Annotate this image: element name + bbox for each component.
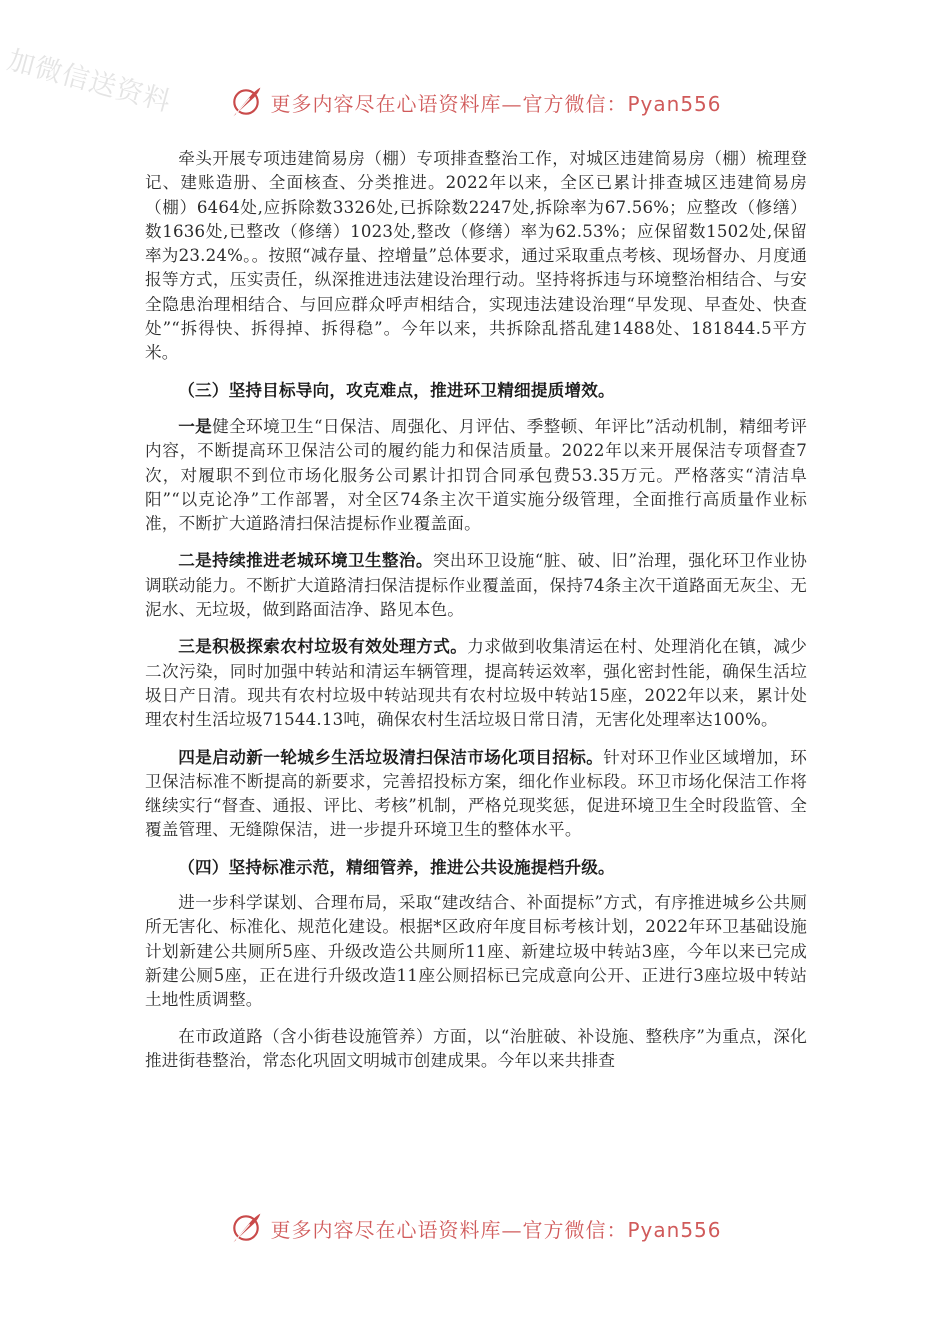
wechat-id: Pyan556 [627, 91, 722, 116]
paragraph-text: 在市政道路（含小街巷设施管养）方面，以“治脏破、补设施、整秩序”为重点，深化推进街巷整治，常态化巩固文明城市创建成果。今年以来共排查 [145, 1026, 807, 1070]
paragraph-lead: 三是积极探索农村垃圾有效处理方式。 [178, 636, 468, 657]
body-paragraph [145, 414, 807, 536]
body-paragraph [145, 548, 807, 622]
paragraph-text: 牵头开展专项违建简易房（棚）专项排查整治工作，对城区违建简易房（棚）梳理登记、建账造册、全面核查、分类推进。2022年以来，全区已累计排查城区违建简易房（棚）6464处,应拆除数3326处,已拆除数2247处,拆除率为67.56%；应整改（修缮）数1636处,已整改（修缮）1023处,整改（修缮）率为62.53%；应保留数1502处,保留率为23.24%。。按照“减存量、控增量”总体要求，通过采取重点考核、现场督办、月度通报等方式，压实责任，纵深推进违法建设治理行动。坚持将拆违与环境整治相结合、与安全隐患治理相结合、与回应群众呼声相结合，实现违法建设治理“早发现、早查处、快查处”“拆得快、拆得掉、拆得稳”。今年以来，共拆除乱搭乱建1488处、181844.5平方米。 [145, 149, 807, 363]
section-heading: （三）坚持目标导向，攻克难点，推进环卫精细提质增效。 [178, 379, 615, 400]
paragraph-lead: 二是持续推进老城环境卫生整治。 [178, 550, 433, 571]
paragraph-lead: 一是 [178, 415, 213, 436]
paragraph-text: 力求做到收集清运在村、处理消化在镇，减少二次污染，同时加强中转站和清运车辆管理，提高转运效率，强化密封性能，确保生活垃圾日产日清。现共有农村垃圾中转站现共有农村垃圾中转站15座，2022年以来，累计处理农村生活垃圾71544.13吨，确保农村生活垃圾日常日清，无害化处理率达100%。 [145, 637, 808, 730]
watermark: 加微信送资料 [4, 44, 175, 119]
paragraph-text: 突出环卫设施“脏、破、旧”治理，强化环卫作业协调联动能力。不断扩大道路清扫保洁提标作业覆盖面，保持74条主次干道路面无灰尘、无泥水、无垃圾，做到路面洁净、路见本色。 [145, 551, 807, 620]
quill-logo-icon [228, 84, 264, 120]
header-banner [0, 82, 950, 122]
body-paragraph [145, 1025, 807, 1074]
body-paragraph [145, 891, 807, 1012]
body-paragraph [145, 147, 807, 366]
banner-text: 更多内容尽在心语资料库—官方微信：Pyan556 [270, 1217, 722, 1242]
paragraph-text: 健全环境卫生“日保洁、周强化、月评估、季整顿、年评比”活动机制，精细考评内容，不断提高环卫保洁公司的履约能力和保洁质量。2022年以来开展保洁专项督查7次，对履职不到位市场化服务公司累计扣罚合同承包费53.35万元。严格落实“清洁阜阳”“以克论净”工作部署，对全区74条主次干道实施分级管理，全面推行高质量作业标准，不断扩大道路清扫保洁提标作业覆盖面。 [145, 416, 807, 534]
paragraph-text: 针对环卫作业区域增加，环卫保洁标准不断提高的新要求，完善招投标方案，细化作业标段。环卫市场化保洁工作将继续实行“督查、通报、评比、考核”机制，严格兑现奖惩，促进环境卫生全时段监管、全覆盖管理、无缝隙保洁，进一步提升环境卫生的整体水平。 [145, 747, 808, 840]
section-heading: （四）坚持标准示范，精细管养，推进公共设施提档升级。 [178, 856, 615, 877]
banner-text: 更多内容尽在心语资料库—官方微信：Pyan556 [270, 91, 722, 116]
body-paragraph [145, 634, 807, 732]
quill-logo-icon [228, 1210, 264, 1246]
paragraph-lead: 四是启动新一轮城乡生活垃圾清扫保洁市场化项目招标。 [178, 746, 604, 767]
footer-banner [0, 1208, 950, 1248]
document-body [145, 147, 807, 1085]
paragraph-text: 进一步科学谋划、合理布局，采取“建改结合、补面提标”方式，有序推进城乡公共厕所无害化、标准化、规范化建设。根据*区政府年度目标考核计划，2022年环卫基础设施计划新建公共厕所5座、升级改造公共厕所11座、新建垃圾中转站3座，今年以来已完成新建公厕5座，正在进行升级改造11座公厕招标已完成意向公开、正进行3座垃圾中转站土地性质调整。 [145, 893, 807, 1010]
body-paragraph [145, 745, 807, 843]
wechat-id: Pyan556 [627, 1217, 722, 1242]
